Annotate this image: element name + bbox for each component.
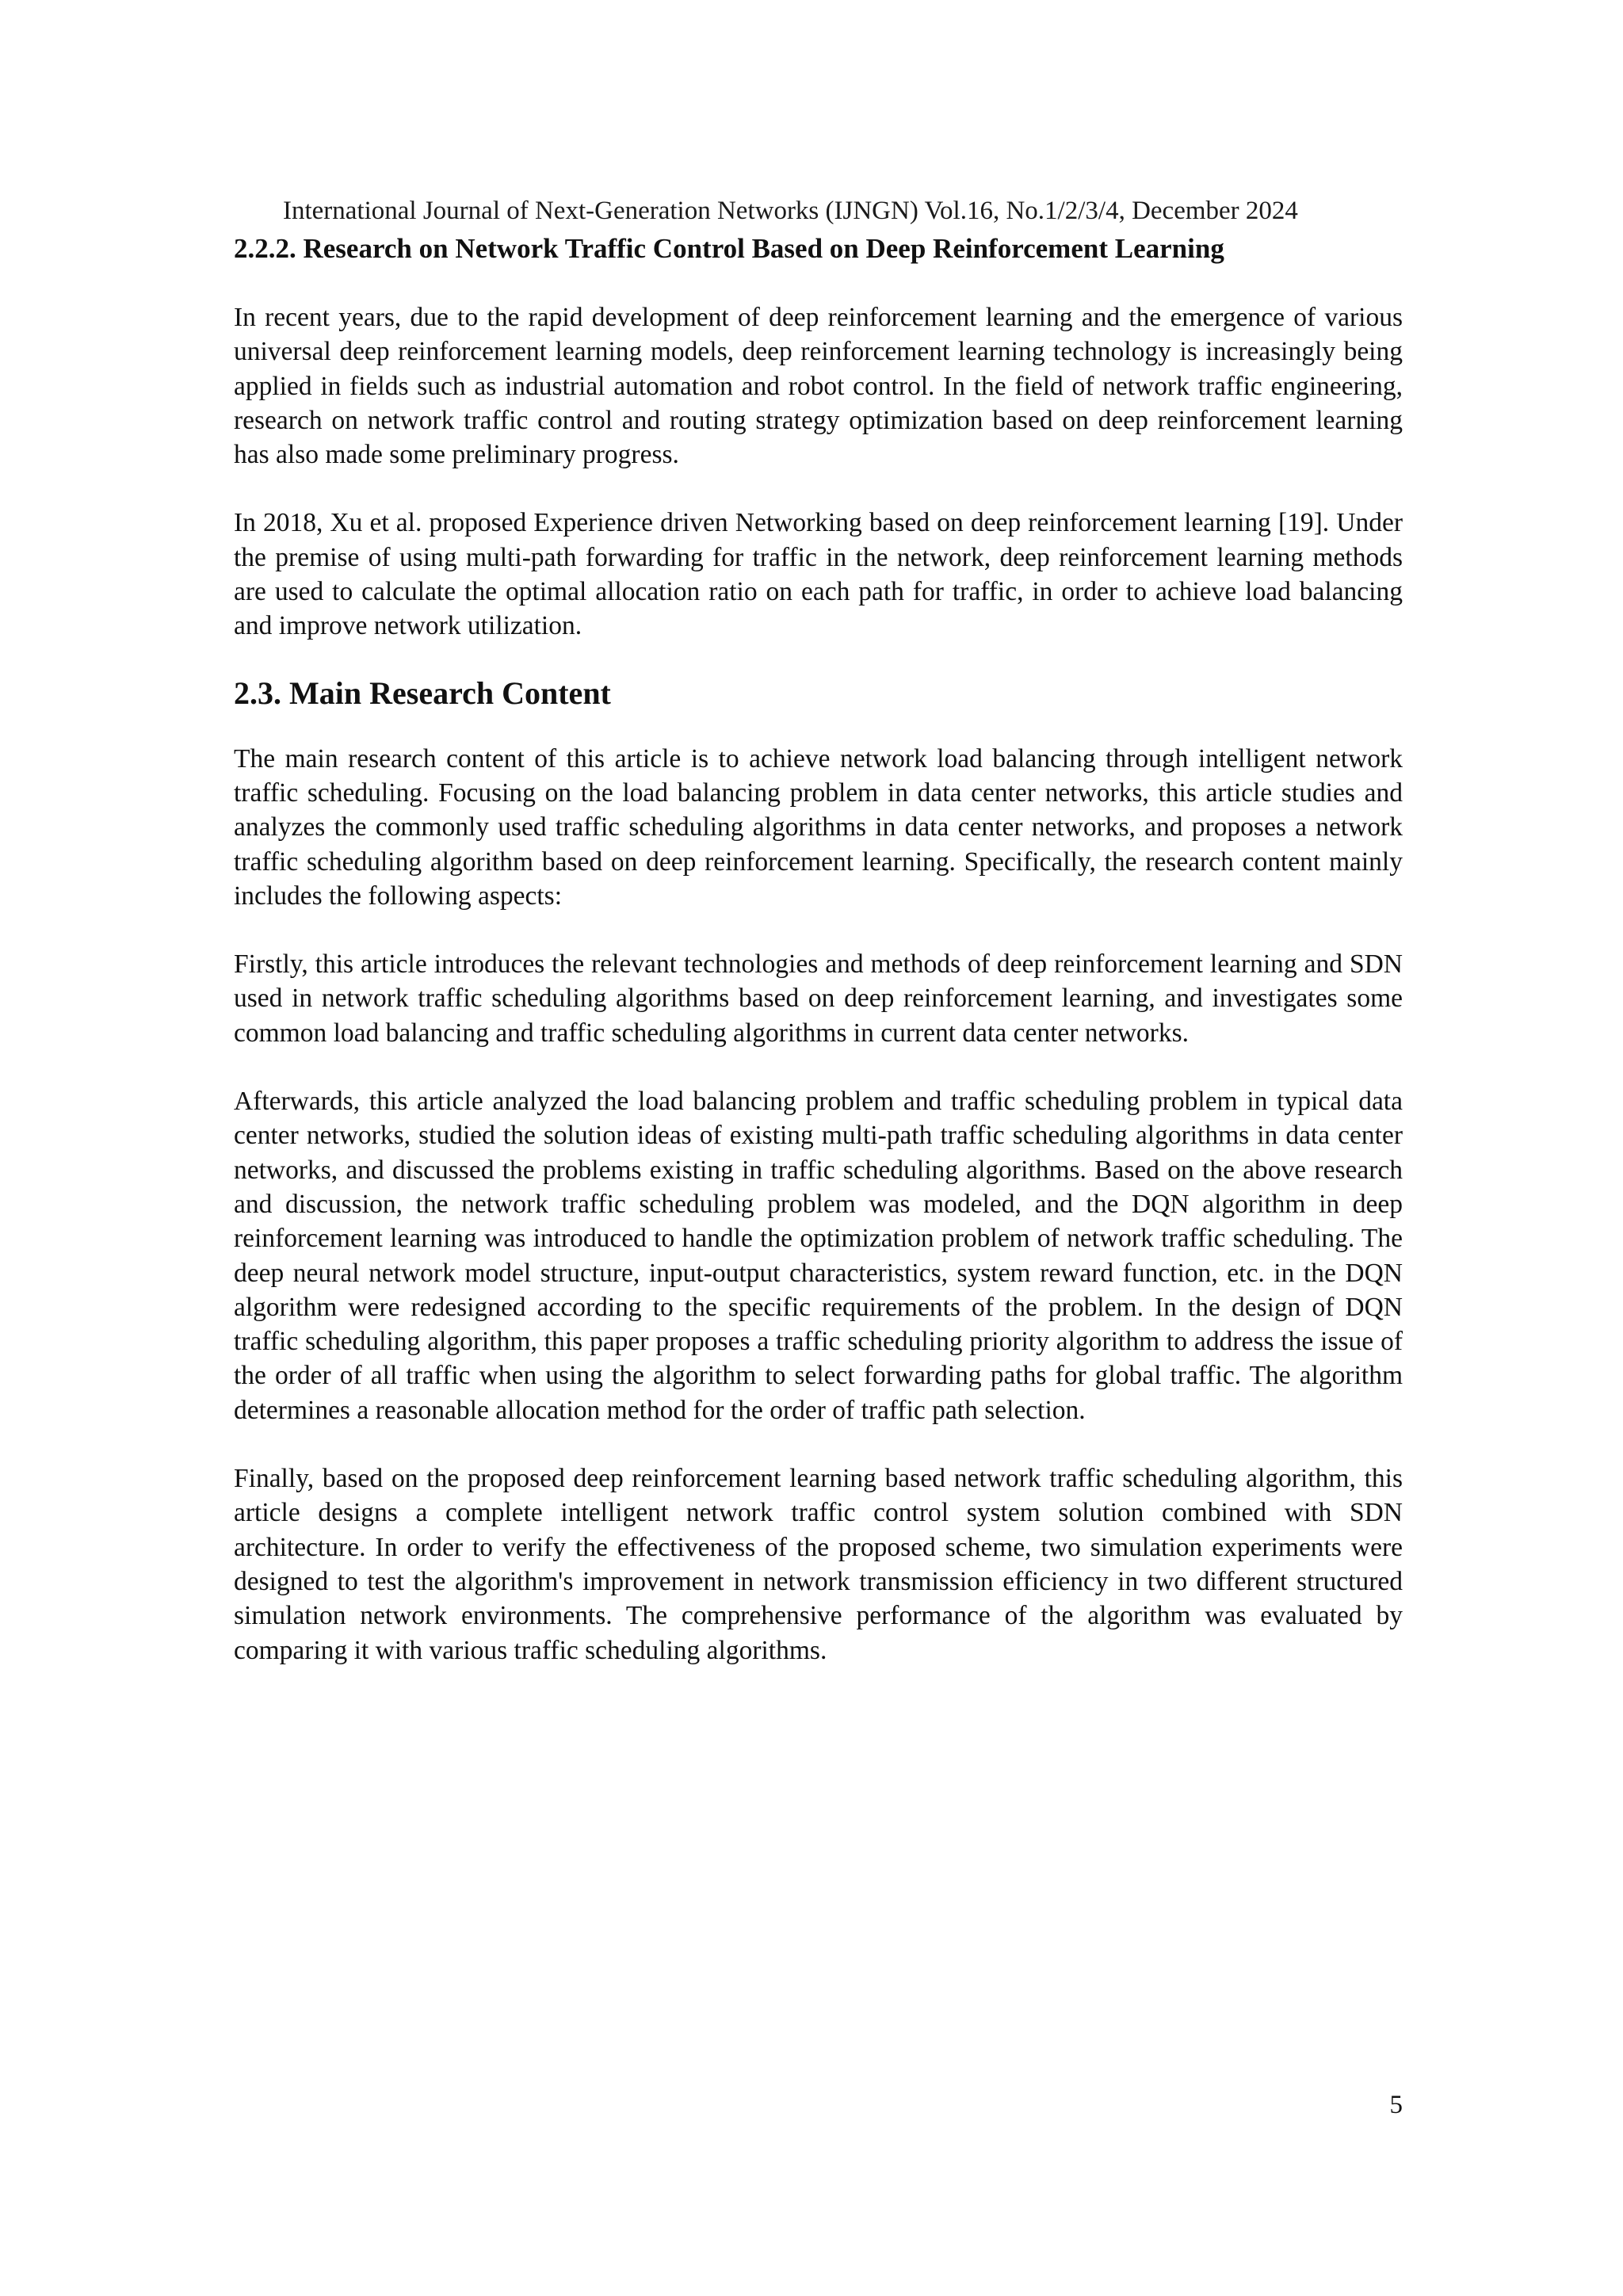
- paragraph-recent-years: In recent years, due to the rapid development of deep reinforcement learning and the emergence of various universal deep reinforcement learning models, deep reinforcement learning technology is increasingly being applied in fields such as industrial automation and robot control. In the field of network traffic engineering, research on network traffic control and routing strategy optimization based on deep reinforcement learning has also made some preliminary progress.: [234, 303, 1403, 470]
- section-heading-2-3: 2.3. Main Research Content: [234, 674, 611, 711]
- page-number: 5: [1389, 2091, 1403, 2119]
- paragraph-main-research: The main research content of this article is to achieve network load balancing through intelligent network traffic scheduling. Focusing on the load balancing problem in data center networks, this article studies and analyzes the commonly used traffic scheduling algorithms in data center networks, and proposes a network traffic scheduling algorithm based on deep reinforcement learning. Specifically, the research content mainly includes the following aspects:: [234, 743, 1403, 911]
- paragraph-finally: Finally, based on the proposed deep reinforcement learning based network traffic scheduling algorithm, this article designs a complete intelligent network traffic control system solution combined with SDN architecture. In order to verify the effectiveness of the proposed scheme, two simulation experiments were designed to test the algorithm's improvement in network transmission efficiency in two different structured simulation network environments. The comprehensive performance of the algorithm was evaluated by comparing it with various traffic scheduling algorithms.: [234, 1464, 1403, 1665]
- page-content: [234, 231, 1403, 1668]
- subsection-heading-2-2-2: 2.2.2. Research on Network Traffic Control Based on Deep Reinforcement Learning: [234, 233, 1224, 264]
- paragraph-firstly: Firstly, this article introduces the relevant technologies and methods of deep reinforcement learning and SDN used in network traffic scheduling algorithms based on deep reinforcement learning, and investigates some common load balancing and traffic scheduling algorithms in current data center networks.: [234, 949, 1403, 1048]
- paragraph-afterwards: Afterwards, this article analyzed the load balancing problem and traffic scheduling problem in typical data center networks, studied the solution ideas of existing multi-path traffic scheduling algorithms in data center networks, and discussed the problems existing in traffic scheduling algorithms. Based on the above research and discussion, the network traffic scheduling problem was modeled, and the DQN algorithm in deep reinforcement learning was introduced to handle the optimization problem of network traffic scheduling. The deep neural network model structure, input-output characteristics, system reward function, etc. in the DQN algorithm were redesigned according to the specific requirements of the problem. In the design of DQN traffic scheduling algorithm, this paper proposes a traffic scheduling priority algorithm to address the issue of the order of all traffic when using the algorithm to select forwarding paths for global traffic. The algorithm determines a reasonable allocation method for the order of traffic path selection.: [234, 1087, 1403, 1425]
- paragraph-xu-2018: In 2018, Xu et al. proposed Experience driven Networking based on deep reinforcement learning [19]. Under the premise of using multi-path forwarding for traffic in the network, deep reinforcement learning methods are used to calculate the optimal allocation ratio on each path for traffic, in order to achieve load balancing and improve network utilization.: [234, 508, 1403, 641]
- running-header: International Journal of Next-Generation Networks (IJNGN) Vol.16, No.1/2/3/4, December 2024: [283, 197, 1298, 225]
